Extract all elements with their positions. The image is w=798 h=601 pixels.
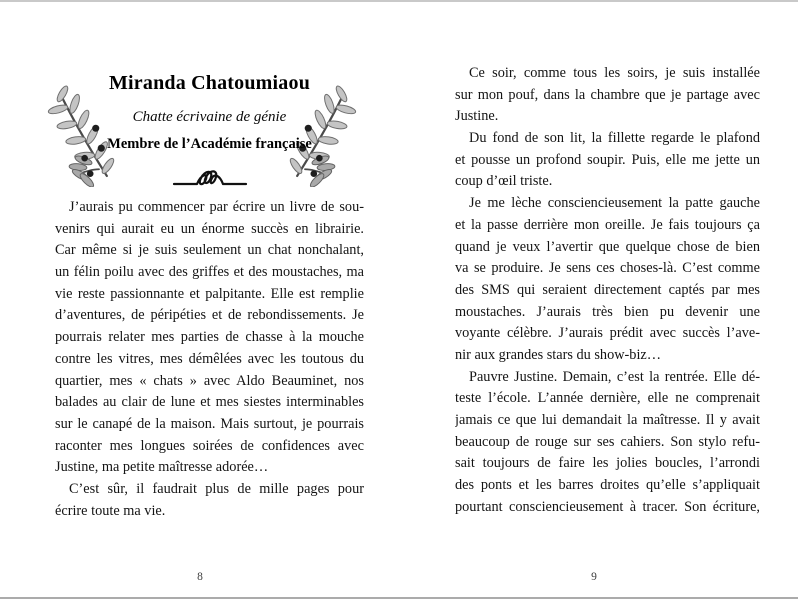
author-role: Chatte écrivaine de génie — [132, 109, 287, 125]
text-line: teste l’école. L’année dernière, elle ne comprenait — [455, 390, 760, 407]
page-right-body — [455, 63, 760, 518]
text-line: quand je veux l’avertir que quelque chose de bien — [455, 238, 760, 255]
text-line: raconter mes longues soirées de confidences avec — [55, 437, 364, 454]
text-line: C’est sûr, il faudrait plus de mille pages pour — [69, 480, 364, 497]
text-line: des ponts et les barres droites qu’elle s’appliquait — [455, 477, 760, 494]
text-line: contre les vitres, mes démêlées avec les toutous du — [55, 350, 364, 367]
text-line: Du fond de son lit, la fillette regarde le plafond — [469, 130, 760, 147]
text-line: pourtant consciencieusement à tracer. Son écriture, — [455, 498, 760, 515]
text-line: vie reste passionnante et palpitante. Elle est remplie — [55, 285, 364, 302]
text-line: et pousse un profond soupir. Puis, elle me jette un — [455, 151, 760, 168]
text-line: d’aventures, de péripéties et de rebondissements. Je — [55, 307, 364, 324]
text-line: et la passe derrière mon oreille. Je fais toujours ça — [455, 216, 760, 233]
page-right — [455, 0, 760, 601]
text-line: venirs qui aurait eu un énorme succès en librairie. — [55, 220, 364, 237]
page-number-left: 8 — [197, 571, 203, 583]
text-line: des SMS qui seraient directement captés par mes — [455, 281, 760, 298]
text-line: un félin poilu avec des griffes et des moustaches, ma — [55, 264, 364, 281]
text-line: sur mon pouf, dans la chambre que je partage avec — [455, 86, 760, 103]
page-left-body — [55, 197, 364, 522]
text-line: quartier, mes « chats » avec Aldo Beauminet, nos — [55, 372, 364, 389]
text-line: Je me lèche consciencieusement la patte gauche — [469, 195, 760, 212]
text-line: voyante célèbre. J’aurais prédit avec succès l’ave- — [455, 325, 760, 342]
text-line: Justine. — [455, 108, 499, 125]
text-line: sait toujours de faire les jolies boucles, l’arrondi — [455, 455, 760, 472]
text-line: pourrais relater mes parties de chasse à la mouche — [55, 329, 364, 346]
text-line: Car même si je suis seulement un chat nonchalant, — [55, 242, 364, 259]
text-line: sur le canapé de la maison. Mais surtout, je pourrais — [55, 415, 364, 432]
text-line: écrire toute ma vie. — [55, 502, 166, 519]
text-line: nir aux grandes stars du show-biz… — [455, 346, 662, 363]
text-line: jamais ce que lui demandait la maîtresse. Il y avait — [455, 412, 760, 428]
text-line: Pauvre Justine. Demain, c’est la rentrée. Elle dé- — [469, 368, 760, 385]
text-line: va se produire. Je sens ces choses-là. C’est comme — [455, 260, 760, 277]
page-number-right: 9 — [591, 571, 597, 583]
text-line: beaucoup de rouge sur ses cahiers. Son stylo refu- — [455, 433, 760, 450]
squiggle-divider-icon — [172, 169, 248, 193]
author-membership: Membre de l’Académie française — [107, 136, 312, 152]
text-line: moustaches. J’aurais très bien pu devenir une — [455, 303, 760, 320]
text-line: balades au clair de lune et mes siestes interminables — [55, 394, 364, 411]
author-name: Miranda Chatoumiaou — [108, 72, 311, 94]
page-left — [55, 0, 364, 601]
text-line: coup d’œil triste. — [455, 173, 553, 190]
text-line: J’aurais pu commencer par écrire un livre de sou- — [69, 199, 364, 215]
text-line: Justine, ma petite maîtresse adorée… — [55, 459, 269, 476]
text-line: Ce soir, comme tous les soirs, je suis installée — [469, 65, 760, 81]
